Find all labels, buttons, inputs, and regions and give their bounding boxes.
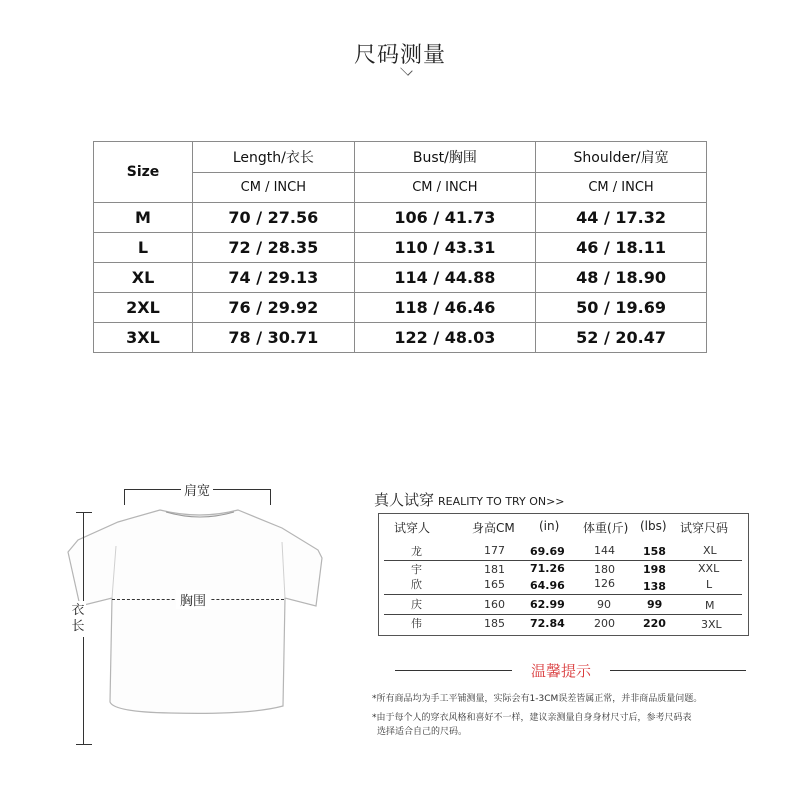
tip-note: 选择适合自己的尺码。 <box>377 727 468 737</box>
row-divider <box>384 614 742 615</box>
tip-note: *所有商品均为手工平铺测量，实际会有1-3CM误差皆属正常，并非商品质量问题。 <box>372 694 703 704</box>
height-in-cell: 72.84 <box>530 617 565 630</box>
bust-cell: 114 / 44.88 <box>354 263 535 293</box>
size-cell: M <box>705 599 715 612</box>
table-header-row <box>94 142 707 173</box>
bust-column-header: Bust/胸围 <box>354 142 535 173</box>
weight-lbs-cell: 138 <box>643 580 666 593</box>
weight-jin-column-header: 体重(斤) <box>583 521 629 535</box>
size-cell: XXL <box>698 562 720 575</box>
shoulder-cell: 52 / 20.47 <box>536 323 707 353</box>
bust-unit: CM / INCH <box>354 173 535 203</box>
size-cell: M <box>94 203 193 233</box>
table-row <box>94 203 707 233</box>
length-unit: CM / INCH <box>193 173 355 203</box>
size-column-header: Size <box>94 142 193 203</box>
table-row <box>94 263 707 293</box>
weight-lbs-cell: 220 <box>643 617 666 630</box>
shoulder-cell: 44 / 17.32 <box>536 203 707 233</box>
height-cm-cell: 181 <box>484 563 505 576</box>
person-cell: 庆 <box>411 598 422 611</box>
length-cell: 70 / 27.56 <box>193 203 355 233</box>
height-cm-cell: 177 <box>484 544 505 557</box>
reality-title-en: REALITY TO TRY ON>> <box>438 495 565 508</box>
tip-divider <box>610 670 746 671</box>
page-title: 尺码测量 <box>353 43 446 68</box>
length-cell: 78 / 30.71 <box>193 323 355 353</box>
reality-title-cn: 真人试穿 <box>374 491 435 509</box>
shoulder-label: 肩宽 <box>181 480 213 499</box>
bust-cell: 110 / 43.31 <box>354 233 535 263</box>
shoulder-cell: 48 / 18.90 <box>536 263 707 293</box>
height-cm-column-header: 身高CM <box>472 521 515 535</box>
length-label: 衣长 <box>70 601 86 637</box>
shoulder-column-header: Shoulder/肩宽 <box>536 142 707 173</box>
weight-jin-cell: 200 <box>594 617 615 630</box>
weight-jin-cell: 126 <box>594 577 615 590</box>
shoulder-cell: 50 / 19.69 <box>536 293 707 323</box>
table-row <box>94 233 707 263</box>
size-cell: 2XL <box>94 293 193 323</box>
length-measure-tick <box>76 512 92 513</box>
shoulder-unit: CM / INCH <box>536 173 707 203</box>
size-chart-table <box>93 141 707 353</box>
reality-title <box>374 489 565 510</box>
weight-lbs-cell: 99 <box>647 598 663 611</box>
length-cell: 74 / 29.13 <box>193 263 355 293</box>
size-cell: XL <box>94 263 193 293</box>
person-cell: 宇 <box>411 563 422 576</box>
tshirt-outline-icon <box>0 480 360 760</box>
height-in-cell: 69.69 <box>530 545 565 558</box>
weight-lbs-cell: 158 <box>643 545 666 558</box>
tips-title: 温馨提示 <box>530 662 591 680</box>
size-cell: L <box>94 233 193 263</box>
height-in-column-header: (in) <box>539 519 560 533</box>
weight-lbs-cell: 198 <box>643 563 666 576</box>
length-column-header: Length/衣长 <box>193 142 355 173</box>
row-divider <box>384 560 742 561</box>
shoulder-measure-tick <box>270 489 271 505</box>
person-cell: 伟 <box>411 617 422 630</box>
weight-jin-cell: 144 <box>594 544 615 557</box>
height-cm-cell: 185 <box>484 617 505 630</box>
weight-jin-cell: 90 <box>597 598 611 611</box>
bust-cell: 106 / 41.73 <box>354 203 535 233</box>
shoulder-measure-tick <box>124 489 125 505</box>
person-column-header: 试穿人 <box>394 521 431 535</box>
length-cell: 76 / 29.92 <box>193 293 355 323</box>
bust-cell: 118 / 46.46 <box>354 293 535 323</box>
tip-note: *由于每个人的穿衣风格和喜好不一样，建议亲测量自身身材尺寸后，参考尺码表 <box>372 713 692 723</box>
bust-label: 胸围 <box>176 590 210 609</box>
size-cell: XL <box>703 544 717 557</box>
size-cell: 3XL <box>94 323 193 353</box>
height-cm-cell: 165 <box>484 578 505 591</box>
shoulder-cell: 46 / 18.11 <box>536 233 707 263</box>
person-cell: 龙 <box>411 545 422 558</box>
height-in-cell: 71.26 <box>530 562 565 575</box>
weight-jin-cell: 180 <box>594 563 615 576</box>
height-in-cell: 64.96 <box>530 579 565 592</box>
length-measure-tick <box>76 744 92 745</box>
table-row <box>94 323 707 353</box>
height-in-cell: 62.99 <box>530 598 565 611</box>
size-cell: 3XL <box>701 618 722 631</box>
table-row <box>94 293 707 323</box>
tip-divider <box>395 670 512 671</box>
row-divider <box>384 594 742 595</box>
size-column-header: 试穿尺码 <box>680 521 729 535</box>
bust-cell: 122 / 48.03 <box>354 323 535 353</box>
size-cell: L <box>706 578 713 591</box>
person-cell: 欣 <box>411 578 422 591</box>
height-cm-cell: 160 <box>484 598 505 611</box>
length-cell: 72 / 28.35 <box>193 233 355 263</box>
weight-lbs-column-header: (lbs) <box>640 519 667 533</box>
